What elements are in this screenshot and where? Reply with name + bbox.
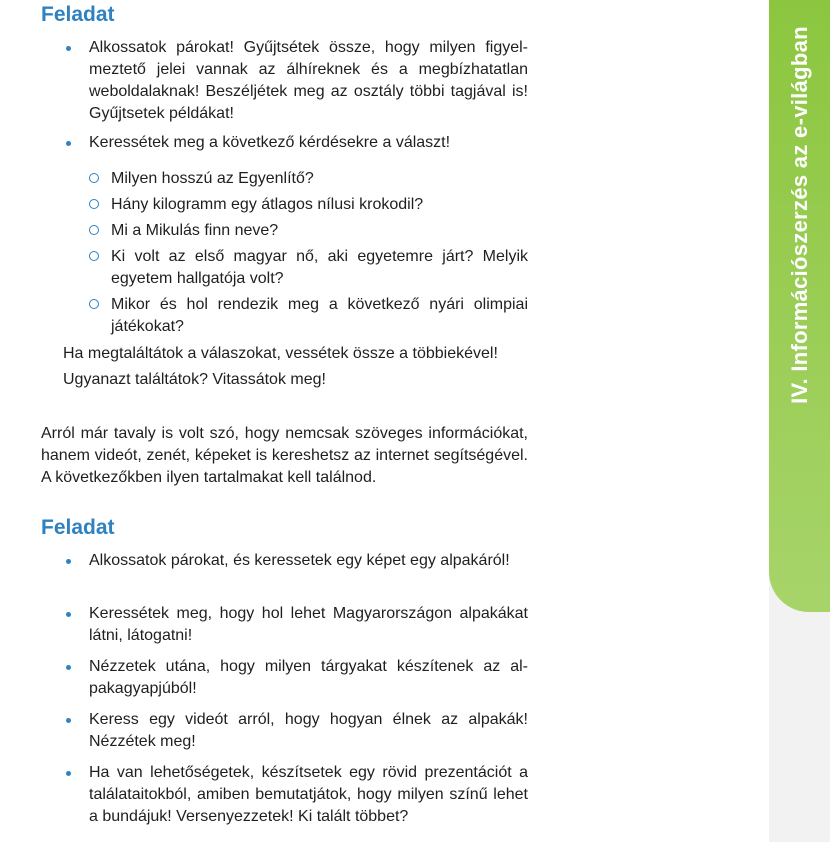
question-text: Milyen hosszú az Egyenlítő?: [111, 170, 314, 187]
task-text: Nézzetek utána, hogy milyen tárgyakat készítenek az alpakagyapjúból!: [89, 658, 528, 697]
question-list: [87, 168, 528, 338]
task-list: [62, 37, 528, 125]
task-list: [62, 603, 528, 647]
task-item: [62, 603, 528, 647]
closing-line: Ugyanazt találtátok? Vitassátok meg!: [63, 371, 326, 388]
task-text: Alkossatok párokat! Gyűjtsétek össze, hogy milyen figyelmeztető jelei vannak az álhíreknek és a megbízhatatlan weboldalaknak! Beszéljétek meg az osztály többi tagjával is! Gyűjtsetek példákat!: [89, 39, 528, 122]
task-list: [62, 132, 528, 154]
question-item: [87, 246, 528, 290]
bullet-icon: [66, 612, 71, 617]
task-text: Keressétek meg, hogy hol lehet Magyarországon alpakákat látni, látogatni!: [89, 605, 528, 644]
intro-paragraph: Arról már tavaly is volt szó, hogy nemcsak szöveges információkat, hanem videót, zenét, képeket is kereshetsz az internet segítségével. A következőkben ilyen tartalmakat kell találnod.: [41, 425, 528, 486]
question-item: [87, 168, 528, 190]
section-heading: Feladat: [41, 516, 115, 539]
task-text: Ha van lehetőségetek, készítsetek egy rövid prezentációt a találataitokból, amiben bemutatjátok, hogy milyen színű lehet a bundájuk! Versenyezzetek! Ki talált többet?: [89, 764, 528, 825]
task-item: [62, 550, 528, 572]
task-item: [62, 656, 528, 700]
section-heading: Feladat: [41, 3, 115, 26]
task-list: [62, 709, 528, 753]
question-text: Mi a Mikulás finn neve?: [111, 222, 279, 239]
bullet-icon: [66, 559, 71, 564]
task-list: [62, 656, 528, 700]
question-text: Hány kilogramm egy átlagos nílusi krokodil?: [111, 196, 424, 213]
task-list: [62, 550, 528, 572]
circle-bullet-icon: [89, 299, 99, 309]
task-item: [62, 709, 528, 753]
task-text: Keressétek meg a következő kérdésekre a választ!: [89, 134, 451, 151]
chapter-title: IV. Információszerzés az e-világban: [787, 26, 812, 404]
question-item: [87, 194, 528, 216]
task-item: [62, 37, 528, 125]
bullet-icon: [66, 46, 71, 51]
closing-line: Ha megtaláltátok a válaszokat, vessétek össze a többiekével!: [63, 345, 498, 362]
question-item: [87, 220, 528, 242]
question-item: [87, 294, 528, 338]
task-item: [62, 762, 528, 828]
circle-bullet-icon: [89, 199, 99, 209]
circle-bullet-icon: [89, 251, 99, 261]
circle-bullet-icon: [89, 225, 99, 235]
task-list: [62, 762, 528, 828]
task-text: Alkossatok párokat, és keressetek egy képet egy alpakáról!: [89, 552, 510, 569]
task-text: Keress egy videót arról, hogy hogyan élnek az alpakák! Nézzétek meg!: [89, 711, 528, 750]
task-item: [62, 132, 528, 154]
circle-bullet-icon: [89, 173, 99, 183]
question-text: Mikor és hol rendezik meg a következő nyári olimpiai játékokat?: [111, 296, 528, 335]
question-text: Ki volt az első magyar nő, aki egyetemre járt? Melyik egyetem hallgatója volt?: [111, 248, 528, 287]
bullet-icon: [66, 771, 71, 776]
bullet-icon: [66, 141, 71, 146]
bullet-icon: [66, 665, 71, 670]
bullet-icon: [66, 718, 71, 723]
